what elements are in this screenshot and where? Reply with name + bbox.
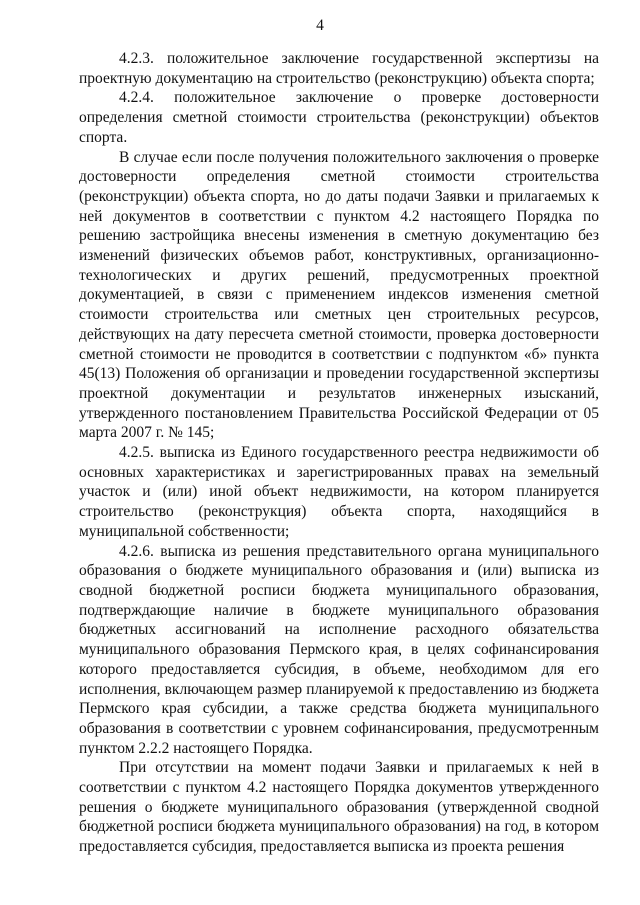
- paragraph-budget-absence: При отсутствии на момент подачи Заявки и прилагаемых к ней в соответствии с пунктом 4.2 настоящего Порядка документов утвержденного решения о бюджете муниципального образования (утвержденной сводной бюджетной росписи бюджета муниципального образования) на год, в котором предоставляется субсидия, предоставляется выписка из проекта решения: [79, 759, 599, 856]
- page-number: 4: [316, 17, 324, 34]
- paragraph-4-2-4: 4.2.4. положительное заключение о проверке достоверности определения сметной стоимости строительства (реконструкции) объектов спорта.: [79, 89, 599, 146]
- paragraph-4-2-3: 4.2.3. положительное заключение государственной экспертизы на проектную документацию на строительство (реконструкцию) объекта спорта;: [79, 50, 599, 87]
- paragraph-estimate-exception: В случае если после получения положительного заключения о проверке достоверности определения сметной стоимости строительства (реконструкции) объекта спорта, но до даты подачи Заявки и прилагаемых к ней документов в соответствии с пунктом 4.2 настоящего Порядка по решению застройщика внесены изменения в сметную документацию без изменений физических объемов работ, конструктивных, организационно-технологических и других решений, предусмотренных проектной документацией, в связи с применением индексов изменения сметной стоимости строительства или сметных цен строительных ресурсов, действующих на дату пересчета сметной стоимости, проверка достоверности сметной стоимости не проводится в соответствии с подпунктом «б» пункта 45(13) Положения об организации и проведении государственной экспертизы проектной документации и результатов инженерных изысканий, утвержденного постановлением Правительства Российской Федерации от 05 марта 2007 г. № 145;: [79, 148, 599, 442]
- paragraph-4-2-5: 4.2.5. выписка из Единого государственного реестра недвижимости об основных характеристиках и зарегистрированных правах на земельный участок и (или) иной объект недвижимости, на котором планируется строительство (реконструкция) объекта спорта, находящийся в муниципальной собственности;: [79, 444, 599, 540]
- paragraph-4-2-6: 4.2.6. выписка из решения представительного органа муниципального образования о бюджете муниципального образования и (или) выписка из сводной бюджетной росписи бюджета муниципального образования, подтверждающие наличие в бюджете муниципального образования бюджетных ассигнований на исполнение расходного обязательства муниципального образования Пермского края, в целях софинансирования которого предоставляется субсидия, в объеме, необходимом для его исполнения, включающем размер планируемой к предоставлению из бюджета Пермского края субсидии, а также средства бюджета муниципального образования в соответствии с уровнем софинансирования, предусмотренным пунктом 2.2.2 настоящего Порядка.: [79, 542, 599, 757]
- document-body: [79, 49, 599, 857]
